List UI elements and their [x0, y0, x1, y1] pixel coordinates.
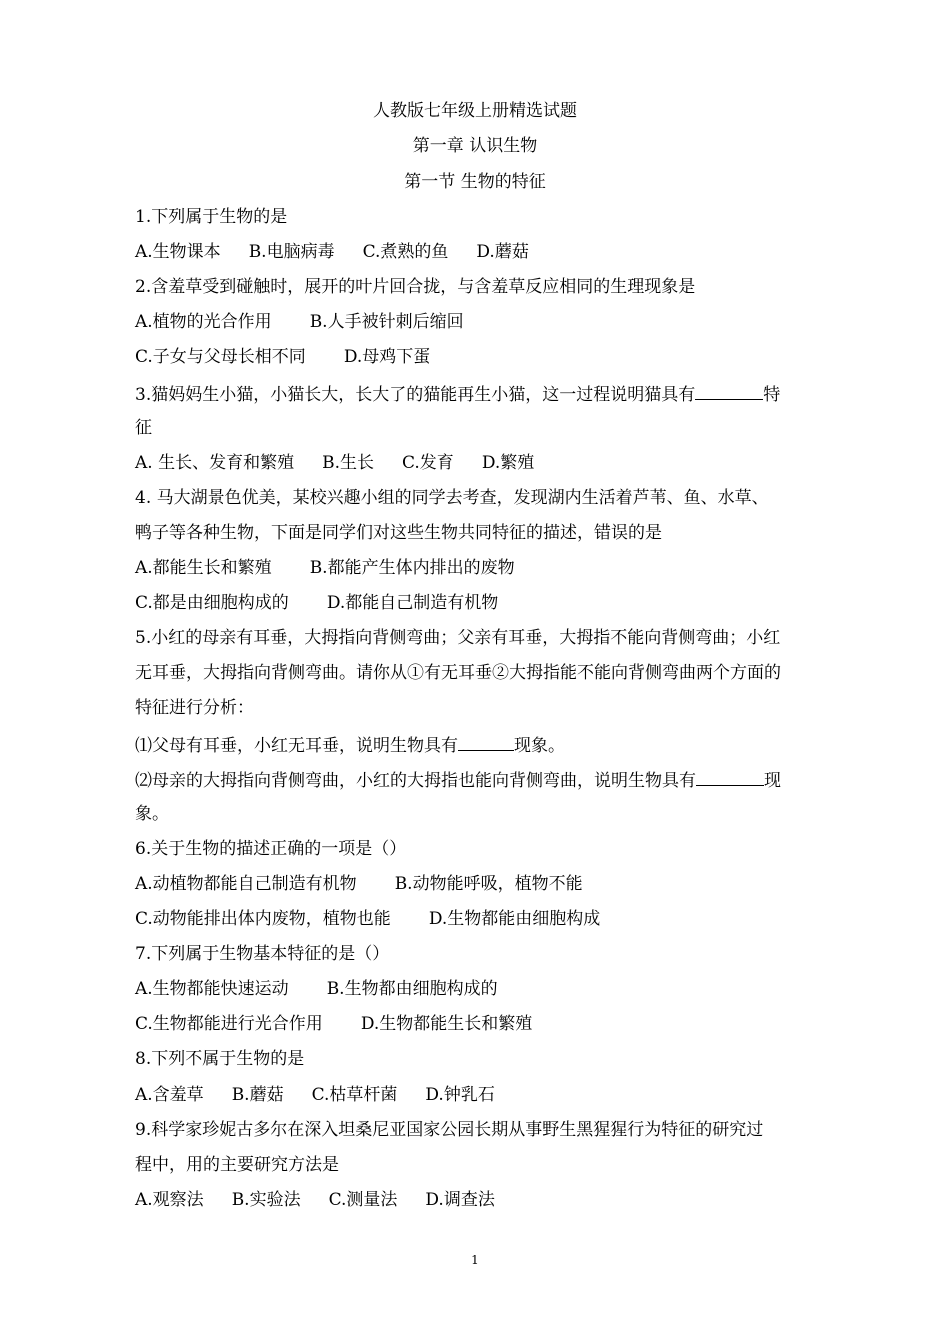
document-title: 人教版七年级上册精选试题	[373, 101, 577, 121]
question-4-options-row-2	[135, 593, 865, 613]
option-d: D.都能自己制造有机物	[326, 593, 499, 613]
sub-2-text-end: 现	[764, 771, 781, 791]
option-d: D.母鸡下蛋	[343, 347, 431, 367]
option-c: C.煮熟的鱼	[362, 242, 449, 262]
sub-1-text: ⑴父母有耳垂，小红无耳垂，说明生物具有	[135, 736, 458, 756]
option-a: A.植物的光合作用	[135, 312, 272, 332]
option-b: B.蘑菇	[231, 1085, 284, 1105]
option-a: A. 生长、发育和繁殖	[135, 453, 295, 473]
option-b: B.都能产生体内排出的废物	[309, 558, 515, 578]
question-5-stem-line-2: 无耳垂，大拇指向背侧弯曲。请你从①有无耳垂②大拇指能不能向背侧弯曲两个方面的	[135, 663, 781, 683]
sub-2-text: ⑵母亲的大拇指向背侧弯曲，小红的大拇指也能向背侧弯曲，说明生物具有	[135, 771, 696, 791]
option-b: B.生物都由细胞构成的	[326, 979, 498, 999]
question-7-options-row-1	[135, 979, 865, 999]
question-9-options	[135, 1190, 865, 1210]
option-c: C.动物能排出体内废物，植物也能	[135, 909, 391, 929]
option-c: C.生物都能进行光合作用	[135, 1014, 323, 1034]
question-6-options-row-2	[135, 909, 865, 929]
option-c: C.枯草杆菌	[311, 1085, 398, 1105]
question-6-options-row-1	[135, 874, 865, 894]
question-4-options-row-1	[135, 558, 865, 578]
question-7-stem: 7.下列属于生物基本特征的是（）	[135, 944, 390, 964]
question-9-stem-line-2: 程中，用的主要研究方法是	[135, 1155, 339, 1175]
answer-blank[interactable]	[458, 734, 514, 751]
option-b: B.动物能呼吸，植物不能	[394, 874, 583, 894]
option-c: C.都是由细胞构成的	[135, 593, 289, 613]
option-d: D.调查法	[425, 1190, 495, 1210]
answer-blank[interactable]	[696, 769, 764, 786]
question-5-stem-line-3: 特征进行分析：	[135, 698, 254, 718]
question-5-sub-2-cont: 象。	[135, 804, 169, 824]
question-9-stem-line-1: 9.科学家珍妮古多尔在深入坦桑尼亚国家公园长期从事野生黑猩猩行为特征的研究过	[135, 1120, 764, 1140]
option-a: A.观察法	[135, 1190, 204, 1210]
question-5-sub-2	[135, 769, 865, 791]
option-c: C.测量法	[328, 1190, 398, 1210]
question-3-stem-cont: 征	[135, 418, 152, 438]
question-1-options	[135, 242, 865, 262]
question-4-stem-line-1: 4. 马大湖景色优美，某校兴趣小组的同学去考查，发现湖内生活着芦苇、鱼、水草、	[135, 488, 769, 508]
option-a: A.生物都能快速运动	[135, 979, 289, 999]
option-b: B.实验法	[231, 1190, 301, 1210]
option-c: C.发育	[402, 453, 454, 473]
option-a: A.都能生长和繁殖	[135, 558, 272, 578]
option-d: D.繁殖	[481, 453, 535, 473]
question-5-stem-line-1: 5.小红的母亲有耳垂，大拇指向背侧弯曲；父亲有耳垂，大拇指不能向背侧弯曲；小红	[135, 628, 781, 648]
section-heading: 第一节 生物的特征	[404, 172, 546, 192]
option-a: A.含羞草	[135, 1085, 204, 1105]
question-8-options	[135, 1085, 865, 1105]
option-d: D.生物都能生长和繁殖	[360, 1014, 533, 1034]
question-8-stem: 8.下列不属于生物的是	[135, 1049, 305, 1069]
question-3-text-end: 特	[763, 385, 781, 405]
option-a: A.动植物都能自己制造有机物	[135, 874, 357, 894]
question-2-options-row-2	[135, 347, 865, 367]
question-6-stem: 6.关于生物的描述正确的一项是（）	[135, 839, 407, 859]
option-d: D.钟乳石	[425, 1085, 495, 1105]
question-4-stem-line-2: 鸭子等各种生物，下面是同学们对这些生物共同特征的描述，错误的是	[135, 523, 662, 543]
question-3-stem	[135, 383, 865, 405]
option-b: B.生长	[322, 453, 374, 473]
question-2-stem: 2.含羞草受到碰触时，展开的叶片回合拢，与含羞草反应相同的生理现象是	[135, 277, 696, 297]
question-7-options-row-2	[135, 1014, 865, 1034]
option-d: D.生物都能由细胞构成	[428, 909, 601, 929]
question-3-text: 3.猫妈妈生小猫，小猫长大，长大了的猫能再生小猫，这一过程说明猫具有	[135, 385, 696, 405]
sub-1-text-end: 现象。	[514, 736, 565, 756]
question-5-sub-1	[135, 734, 865, 756]
option-c: C.子女与父母长相不同	[135, 347, 306, 367]
question-1-stem: 1.下列属于生物的是	[135, 207, 288, 227]
option-a: A.生物课本	[135, 242, 221, 262]
page-number: 1	[471, 1253, 479, 1267]
option-b: B.人手被针刺后缩回	[309, 312, 464, 332]
option-b: B.电脑病毒	[248, 242, 335, 262]
option-d: D.蘑菇	[476, 242, 529, 262]
answer-blank[interactable]	[695, 383, 763, 400]
question-2-options-row-1	[135, 312, 865, 332]
chapter-heading: 第一章 认识生物	[412, 136, 538, 156]
question-3-options	[135, 453, 865, 473]
